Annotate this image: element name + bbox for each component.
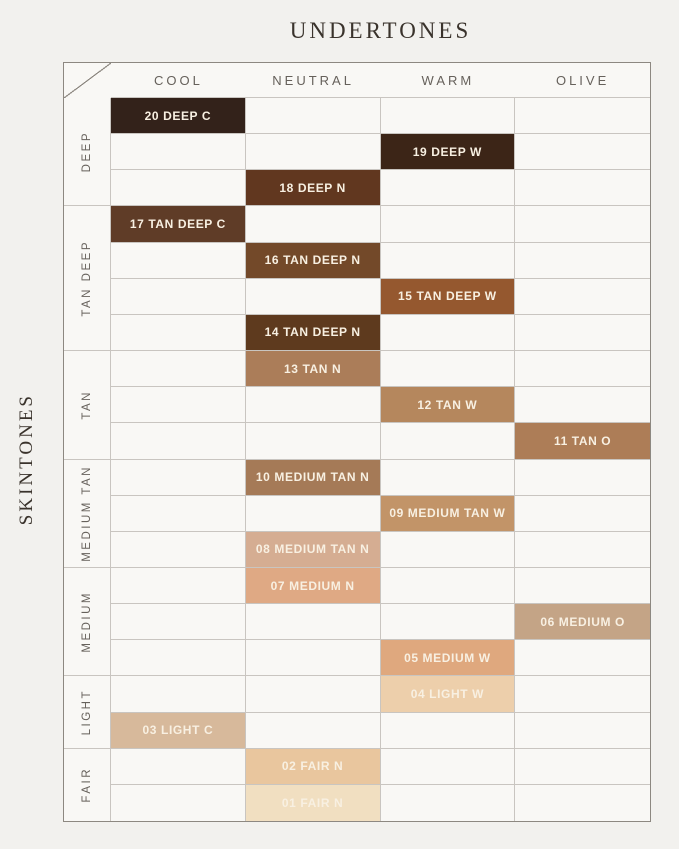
shade-cell	[111, 568, 246, 604]
row-group-label-light	[64, 676, 111, 748]
shade-label: 13 TAN N	[283, 361, 342, 376]
shade-label: 03 LIGHT C	[142, 723, 214, 738]
shade-label: 20 DEEP C	[144, 108, 212, 123]
shade-label: 09 MEDIUM TAN W	[389, 506, 506, 521]
shade-cell	[381, 170, 516, 206]
shade-swatch	[381, 676, 516, 712]
shade-cell	[111, 460, 246, 496]
shade-cell	[381, 785, 516, 821]
shade-cell	[515, 134, 650, 170]
row-group-label-tan	[64, 351, 111, 459]
shade-cell	[515, 387, 650, 423]
shade-swatch	[246, 749, 381, 785]
shade-label: 18 DEEP N	[279, 180, 346, 195]
shade-label: 07 MEDIUM N	[270, 578, 355, 593]
row-group-label-text: DEEP	[81, 131, 93, 173]
shade-cell	[111, 749, 246, 785]
shade-swatch	[246, 460, 381, 496]
row-group-label-text: MEDIUM	[81, 590, 93, 653]
shade-swatch	[381, 134, 516, 170]
row-group-label-medium	[64, 568, 111, 676]
column-header-warm: WARM	[381, 63, 516, 98]
column-header-cool: COOL	[111, 63, 246, 98]
shade-swatch	[515, 423, 650, 459]
shade-cell	[111, 604, 246, 640]
shade-label: 12 TAN W	[417, 397, 478, 412]
shade-cell	[381, 532, 516, 568]
shade-label: 08 MEDIUM TAN N	[255, 542, 370, 557]
shade-label: 10 MEDIUM TAN N	[255, 470, 370, 485]
shade-cell	[246, 604, 381, 640]
shade-label: 14 TAN DEEP N	[264, 325, 361, 340]
shade-swatch	[381, 496, 516, 532]
shade-label: 17 TAN DEEP C	[129, 217, 226, 232]
shade-label: 05 MEDIUM W	[404, 650, 491, 665]
shade-swatch	[381, 640, 516, 676]
shade-cell	[515, 460, 650, 496]
shade-swatch	[246, 568, 381, 604]
shade-cell	[111, 532, 246, 568]
shade-cell	[515, 640, 650, 676]
shade-label: 01 FAIR N	[281, 795, 344, 810]
row-group-label-deep	[64, 98, 111, 206]
shade-cell	[381, 315, 516, 351]
shade-label: 04 LIGHT W	[410, 686, 485, 701]
shade-cell	[515, 315, 650, 351]
shade-cell	[515, 749, 650, 785]
shade-cell	[515, 785, 650, 821]
shade-swatch	[111, 206, 246, 242]
shade-cell	[246, 387, 381, 423]
row-group-label-tan-deep	[64, 206, 111, 351]
shade-cell	[246, 206, 381, 242]
shade-cell	[381, 98, 516, 134]
shade-cell	[381, 423, 516, 459]
shade-cell	[246, 640, 381, 676]
row-group-label-medium-tan	[64, 460, 111, 568]
shade-label: 19 DEEP W	[412, 144, 482, 159]
column-header-neutral: NEUTRAL	[246, 63, 381, 98]
shade-cell	[111, 676, 246, 712]
shade-label: 11 TAN O	[553, 433, 612, 448]
shade-cell	[246, 98, 381, 134]
shade-swatch	[515, 604, 650, 640]
shade-cell	[111, 243, 246, 279]
shade-cell	[515, 496, 650, 532]
shade-cell	[246, 279, 381, 315]
corner-diagonal-cell	[64, 63, 111, 98]
shade-cell	[381, 351, 516, 387]
shade-cell	[515, 206, 650, 242]
shade-swatch	[111, 713, 246, 749]
shade-swatch	[246, 243, 381, 279]
shade-cell	[515, 170, 650, 206]
shade-cell	[381, 568, 516, 604]
chart-title: UNDERTONES	[289, 18, 472, 43]
shade-swatch	[381, 279, 516, 315]
shade-cell	[111, 640, 246, 676]
shade-swatch	[246, 785, 381, 821]
shade-cell	[515, 243, 650, 279]
row-axis-label: SKINTONES	[16, 393, 37, 526]
row-group-label-text: LIGHT	[81, 688, 93, 736]
shade-cell	[381, 604, 516, 640]
shade-swatch	[111, 98, 246, 134]
shade-swatch	[246, 315, 381, 351]
row-axis-label-wrap	[0, 97, 54, 822]
shade-cell	[246, 423, 381, 459]
shade-cell	[381, 206, 516, 242]
shade-cell	[111, 134, 246, 170]
shade-cell	[111, 785, 246, 821]
row-group-label-text: TAN	[81, 389, 93, 420]
row-group-label-text: MEDIUM TAN	[81, 464, 93, 562]
column-header-olive: OLIVE	[515, 63, 650, 98]
row-group-label-fair	[64, 749, 111, 821]
shade-cell	[381, 749, 516, 785]
shade-cell	[111, 170, 246, 206]
shade-label: 16 TAN DEEP N	[264, 253, 361, 268]
shade-cell	[515, 98, 650, 134]
shade-cell	[246, 713, 381, 749]
shade-cell	[246, 676, 381, 712]
shade-cell	[111, 496, 246, 532]
shade-cell	[515, 713, 650, 749]
shade-cell	[111, 423, 246, 459]
shade-cell	[515, 351, 650, 387]
shade-cell	[515, 279, 650, 315]
row-group-label-text: TAN DEEP	[81, 239, 93, 317]
shade-cell	[515, 568, 650, 604]
shade-table	[63, 62, 651, 822]
shade-cell	[381, 460, 516, 496]
shade-swatch	[246, 170, 381, 206]
shade-swatch	[246, 532, 381, 568]
shade-label: 06 MEDIUM O	[540, 614, 625, 629]
shade-swatch	[381, 387, 516, 423]
shade-cell	[111, 279, 246, 315]
shade-cell	[246, 134, 381, 170]
shade-cell	[246, 496, 381, 532]
shade-label: 02 FAIR N	[281, 759, 344, 774]
shade-cell	[381, 713, 516, 749]
shade-cell	[111, 315, 246, 351]
shade-cell	[381, 243, 516, 279]
shade-label: 15 TAN DEEP W	[398, 289, 497, 304]
shade-cell	[515, 532, 650, 568]
row-group-label-text: FAIR	[81, 767, 93, 803]
shade-cell	[111, 387, 246, 423]
shade-cell	[515, 676, 650, 712]
shade-cell	[111, 351, 246, 387]
shade-swatch	[246, 351, 381, 387]
